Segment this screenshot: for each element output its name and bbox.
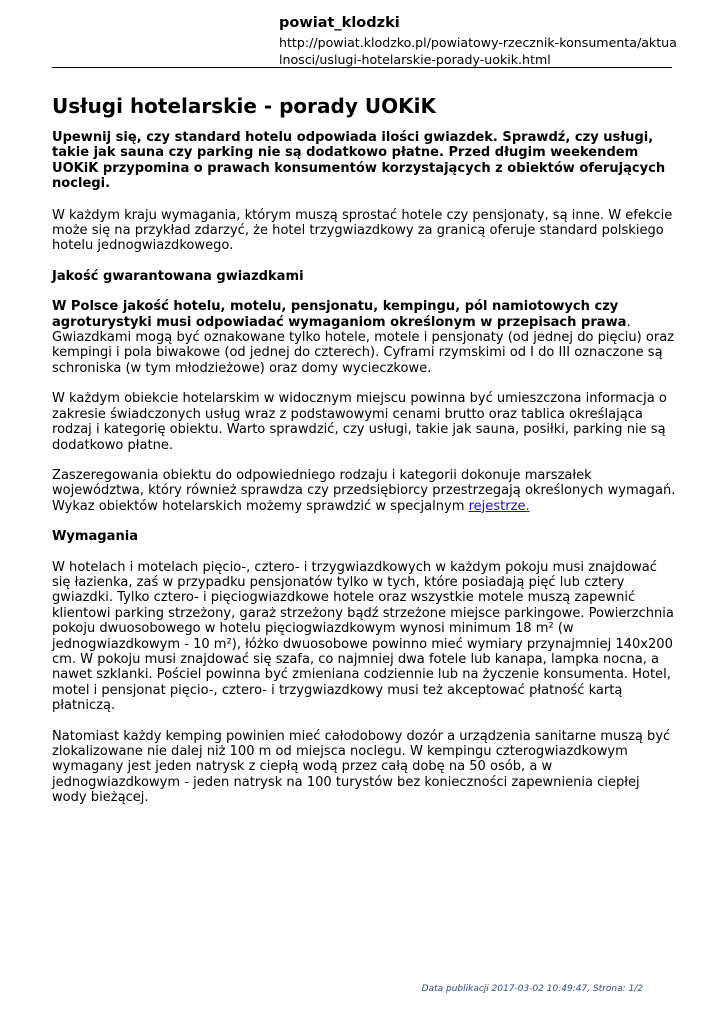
- paragraph-register: [52, 468, 677, 514]
- publication-footer: Data publikacji 2017-03-02 10:49:47, Strona: 1/2: [421, 984, 643, 994]
- article: [52, 93, 677, 821]
- paragraph-quality-rest: . Gwiazdkami mogą być oznakowane tylko hotele, motele i pensjonaty (od jednej do pięciu) oraz kempingi i pola biwakowe (od jednej do czterech). Cyframi rzymskimi od I do III oznaczone są schroniska (w tym młodzieżowe) oraz domy wycieczkowe.: [52, 314, 675, 376]
- section-heading-requirements: Wymagania: [52, 529, 139, 545]
- header-divider: [52, 67, 672, 68]
- paragraph-quality-bold: W Polsce jakość hotelu, motelu, pensjonatu, kempingu, pól namiotowych czy agroturystyki musi odpowiadać wymaganiom określonym w przepisach prawa: [52, 299, 627, 330]
- paragraph-intro: W każdym kraju wymagania, którym muszą sprostać hotele czy pensjonaty, są inne. W efekcie może się na przykład zdarzyć, że hotel trzygwiazdkowy za granicą oferuje standard polskiego hotelu jednogwiazdkowego.: [52, 207, 673, 254]
- article-lead: Upewnij się, czy standard hotelu odpowiada ilości gwiazdek. Sprawdź, czy usługi, takie jak sauna czy parking nie są dodatkowo płatne. Przed długim weekendem UOKiK przypomina o prawach konsumentów korzystających z obiektów oferujących noclegi.: [52, 130, 666, 192]
- site-name: powiat_klodzki: [279, 15, 400, 31]
- paragraph-quality: [52, 299, 677, 376]
- section-heading-quality: Jakość gwarantowana gwiazdkami: [52, 268, 304, 284]
- article-title: Usługi hotelarskie - porady UOKiK: [52, 94, 436, 118]
- register-link[interactable]: rejestrze.: [468, 498, 530, 514]
- paragraph-requirements: W hotelach i motelach pięcio-, cztero- i trzygwiazdkowych w każdym pokoju musi znajdować się łazienka, zaś w przypadku pensjonatów tylko w tych, które posiadają pięć lub cztery gwiazdki. Tylko cztero- i pięciogwiazdkowe hotele oraz wszystkie motele muszą zapewnić klientowi parking strzeżony, garaż strzeżony bądź strzeżone miejsce parkingowe. Powierzchnia pokoju dwuosobowego w hotelu pięciogwiazdkowym wynosi minimum 18 m² (w jednogwiazdkowym - 10 m²), łóżko dwuosobowe powinno mieć wymiary przynajmniej 140x200 cm. W pokoju musi znajdować się szafa, co najmniej dwa fotele lub kanapa, lampka nocna, a nawet szklanki. Pościel powinna być zmieniana codziennie lub na życzenie konsumenta. Hotel, motel i pensjonat pięcio-, cztero- i trzygwiazdkowy musi też akceptować płatność kartą płatniczą.: [52, 559, 674, 714]
- page-header: [279, 14, 679, 68]
- paragraph-info: W każdym obiekcie hotelarskim w widocznym miejscu powinna być umieszczona informacja o zakresie świadczonych usług wraz z podstawowymi cenami brutto oraz tablica określająca rodzaj i kategorię obiektu. Warto sprawdzić, czy usługi, takie jak sauna, posiłki, parking nie są dodatkowo płatne.: [52, 391, 667, 453]
- source-url: http://powiat.klodzko.pl/powiatowy-rzecznik-konsumenta/aktualnosci/uslugi-hotelarskie-porady-uokik.html: [279, 35, 677, 67]
- paragraph-camping: Natomiast każdy kemping powinien mieć całodobowy dozór a urządzenia sanitarne muszą być zlokalizowane nie dalej niż 100 m od miejsca noclegu. W kempingu czterogwiazdkowym wymagany jest jeden natrysk z ciepłą wodą przez całą dobę na 50 osób, a w jednogwiazdkowym - jeden natrysk na 100 turystów bez konieczności zapewnienia ciepłej wody bieżącej.: [52, 728, 671, 806]
- paragraph-register-text: Zaszeregowania obiektu do odpowiedniego rodzaju i kategorii dokonuje marszałek województwa, który również sprawdza czy przedsiębiorcy przestrzegają określonych wymagań. Wykaz obiektów hotelarskich możemy sprawdzić w specjalnym: [52, 467, 676, 514]
